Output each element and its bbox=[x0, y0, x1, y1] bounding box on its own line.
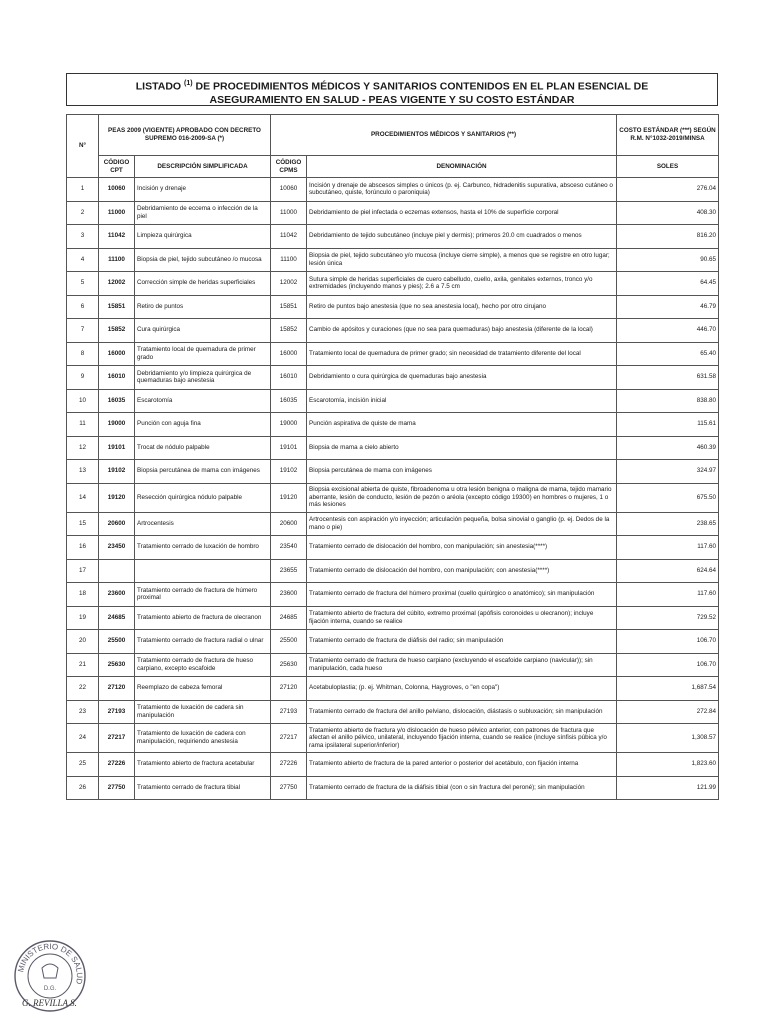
row-number: 9 bbox=[67, 366, 99, 390]
table-row bbox=[67, 366, 719, 390]
row-number: 13 bbox=[67, 460, 99, 484]
header-cpms: CÓDIGO CPMS bbox=[271, 156, 307, 178]
cpms-code: 27217 bbox=[271, 724, 307, 753]
simplified-description: Tratamiento cerrado de luxación de hombro bbox=[135, 536, 271, 560]
simplified-description: Biopsia de piel, tejido subcutáneo /o mucosa bbox=[135, 248, 271, 272]
cpms-code: 10060 bbox=[271, 178, 307, 202]
standard-cost: 1,823.60 bbox=[617, 753, 719, 777]
header-denomination: DENOMINACIÓN bbox=[307, 156, 617, 178]
table-row bbox=[67, 342, 719, 366]
cpms-code: 19101 bbox=[271, 436, 307, 460]
denomination: Biopsia excisional abierta de quiste, fibroadenoma u otra lesión benigna o maligna de mama, tejido mamario aberrante, lesión de conducto, lesión de pezón o aréola (excepto código 19300) en hombres o mujeres, 1 o más lesiones bbox=[307, 483, 617, 512]
standard-cost: 90.65 bbox=[617, 248, 719, 272]
denomination: Tratamiento abierto de fractura de la pared anterior o posterior del acetábulo, con fijación interna bbox=[307, 753, 617, 777]
simplified-description: Resección quirúrgica nódulo palpable bbox=[135, 483, 271, 512]
row-number: 17 bbox=[67, 559, 99, 583]
standard-cost: 64.45 bbox=[617, 272, 719, 296]
cpms-code: 25500 bbox=[271, 630, 307, 654]
cpms-code: 20600 bbox=[271, 512, 307, 536]
cpms-code: 27120 bbox=[271, 677, 307, 701]
cpms-code: 11000 bbox=[271, 201, 307, 225]
table-row bbox=[67, 248, 719, 272]
table-row bbox=[67, 389, 719, 413]
denomination: Tratamiento cerrado de fractura de diáfisis del radio; sin manipulación bbox=[307, 630, 617, 654]
cpms-code: 19102 bbox=[271, 460, 307, 484]
simplified-description: Debridamiento y/o limpieza quirúrgica de quemaduras bajo anestesia bbox=[135, 366, 271, 390]
cpms-code: 25630 bbox=[271, 653, 307, 677]
denomination: Biopsia percutánea de mama con imágenes bbox=[307, 460, 617, 484]
standard-cost: 46.79 bbox=[617, 295, 719, 319]
denomination: Artrocentesis con aspiración y/o inyección; articulación pequeña, bolsa sinovial o ganglio (p. ej. Dedos de la mano o pie) bbox=[307, 512, 617, 536]
table-row bbox=[67, 724, 719, 753]
standard-cost: 117.60 bbox=[617, 536, 719, 560]
header-description: DESCRIPCIÓN SIMPLIFICADA bbox=[135, 156, 271, 178]
table-row bbox=[67, 559, 719, 583]
denomination: Debridamiento de tejido subcutáneo (incluye piel y dermis); primeros 20.0 cm cuadrados o menos bbox=[307, 225, 617, 249]
row-number: 23 bbox=[67, 700, 99, 724]
row-number: 12 bbox=[67, 436, 99, 460]
table-body bbox=[67, 178, 719, 800]
table-row bbox=[67, 653, 719, 677]
cpms-code: 16000 bbox=[271, 342, 307, 366]
simplified-description: Escarotomía bbox=[135, 389, 271, 413]
cpt-code: 19120 bbox=[99, 483, 135, 512]
standard-cost: 1,687.54 bbox=[617, 677, 719, 701]
denomination: Debridamiento de piel infectada o eczemas extensos, hasta el 10% de superficie corporal bbox=[307, 201, 617, 225]
simplified-description: Tratamiento local de quemadura de primer grado bbox=[135, 342, 271, 366]
standard-cost: 238.65 bbox=[617, 512, 719, 536]
svg-text:MINISTERIO DE SALUD: MINISTERIO DE SALUD bbox=[16, 941, 85, 985]
row-number: 16 bbox=[67, 536, 99, 560]
table-row bbox=[67, 413, 719, 437]
denomination: Debridamiento o cura quirúrgica de quemaduras bajo anestesia bbox=[307, 366, 617, 390]
denomination: Acetabuloplastia; (p. ej. Whitman, Colonna, Haygroves, o "en copa") bbox=[307, 677, 617, 701]
table-row bbox=[67, 201, 719, 225]
cpt-code: 11100 bbox=[99, 248, 135, 272]
standard-cost: 117.60 bbox=[617, 583, 719, 607]
cpt-code: 16035 bbox=[99, 389, 135, 413]
title-footnote-mark: (1) bbox=[184, 80, 193, 87]
title-prefix: LISTADO bbox=[135, 80, 184, 93]
header-procedures: PROCEDIMIENTOS MÉDICOS Y SANITARIOS (**) bbox=[271, 115, 617, 156]
row-number: 15 bbox=[67, 512, 99, 536]
denomination: Tratamiento cerrado de dislocación del hombro, con manipulación; con anestesia(****) bbox=[307, 559, 617, 583]
row-number: 8 bbox=[67, 342, 99, 366]
standard-cost: 106.70 bbox=[617, 653, 719, 677]
cpms-code: 23600 bbox=[271, 583, 307, 607]
row-number: 6 bbox=[67, 295, 99, 319]
table-row bbox=[67, 776, 719, 800]
standard-cost: 675.50 bbox=[617, 483, 719, 512]
row-number: 25 bbox=[67, 753, 99, 777]
cpt-code: 27226 bbox=[99, 753, 135, 777]
cpt-code: 19000 bbox=[99, 413, 135, 437]
simplified-description: Corrección simple de heridas superficiales bbox=[135, 272, 271, 296]
standard-cost: 408.30 bbox=[617, 201, 719, 225]
row-number: 7 bbox=[67, 319, 99, 343]
denomination: Tratamiento local de quemadura de primer grado; sin necesidad de tratamiento diferente del local bbox=[307, 342, 617, 366]
standard-cost: 838.80 bbox=[617, 389, 719, 413]
simplified-description: Tratamiento cerrado de fractura radial o ulnar bbox=[135, 630, 271, 654]
denomination: Escarotomía, incisión inicial bbox=[307, 389, 617, 413]
table-row bbox=[67, 583, 719, 607]
table-row bbox=[67, 295, 719, 319]
table-row bbox=[67, 630, 719, 654]
standard-cost: 272.84 bbox=[617, 700, 719, 724]
denomination: Tratamiento cerrado de dislocación del hombro, con manipulación; sin anestesia(****) bbox=[307, 536, 617, 560]
denomination: Tratamiento cerrado de fractura de la diáfisis tibial (con o sin fractura del peroné); sin manipulación bbox=[307, 776, 617, 800]
table-row bbox=[67, 483, 719, 512]
cpt-code: 25500 bbox=[99, 630, 135, 654]
denomination: Sutura simple de heridas superficiales de cuero cabelludo, cuello, axila, genitales externos, tronco y/o extremidades (incluyendo manos y pies); 2.6 a 7.5 cm bbox=[307, 272, 617, 296]
standard-cost: 816.20 bbox=[617, 225, 719, 249]
cpms-code: 27226 bbox=[271, 753, 307, 777]
row-number: 3 bbox=[67, 225, 99, 249]
denomination: Tratamiento cerrado de fractura del anillo pelviano, dislocación, diástasis o subluxación; sin manipulación bbox=[307, 700, 617, 724]
row-number: 18 bbox=[67, 583, 99, 607]
table-row bbox=[67, 272, 719, 296]
svg-text:D.G.: D.G. bbox=[43, 986, 57, 992]
row-number: 19 bbox=[67, 606, 99, 630]
cpt-code: 10060 bbox=[99, 178, 135, 202]
cpms-code: 27750 bbox=[271, 776, 307, 800]
simplified-description: Tratamiento de luxación de cadera con manipulación, requiriendo anestesia bbox=[135, 724, 271, 753]
cpms-code: 24685 bbox=[271, 606, 307, 630]
denomination: Incisión y drenaje de abscesos simples o únicos (p. ej. Carbunco, hidradenitis supurativa, absceso cutáneo o subcutáneo, quiste, forúnculo o paroniquia) bbox=[307, 178, 617, 202]
simplified-description: Retiro de puntos bbox=[135, 295, 271, 319]
row-number: 22 bbox=[67, 677, 99, 701]
cpms-code: 15852 bbox=[271, 319, 307, 343]
cpt-code: 19102 bbox=[99, 460, 135, 484]
denomination: Tratamiento abierto de fractura y/o dislocación de hueso pélvico anterior, con patrones de fractura que afectan el anillo pélvico, unilateral, incluyendo fijación interna, cuando se realice (incluye sínfisis púbica y/o rama ipsilateral superior/inferior) bbox=[307, 724, 617, 753]
denomination: Tratamiento abierto de fractura del cúbito, extremo proximal (apófisis coronoides u olecranon); incluye fijación interna, cuando se realice bbox=[307, 606, 617, 630]
simplified-description: Trocat de nódulo palpable bbox=[135, 436, 271, 460]
row-number: 21 bbox=[67, 653, 99, 677]
simplified-description: Tratamiento cerrado de fractura tibial bbox=[135, 776, 271, 800]
procedures-table bbox=[66, 114, 719, 800]
cpms-code: 23540 bbox=[271, 536, 307, 560]
row-number: 5 bbox=[67, 272, 99, 296]
cpt-code: 19101 bbox=[99, 436, 135, 460]
standard-cost: 460.39 bbox=[617, 436, 719, 460]
denomination: Tratamiento cerrado de fractura de hueso carpiano (excluyendo el escafoide carpiano (navicular)); sin manipulación, cada hueso bbox=[307, 653, 617, 677]
row-number: 10 bbox=[67, 389, 99, 413]
row-number: 26 bbox=[67, 776, 99, 800]
denomination: Biopsia de piel, tejido subcutáneo y/o mucosa (incluye cierre simple), a menos que se registre en otro lugar; lesión única bbox=[307, 248, 617, 272]
simplified-description: Biopsia percutánea de mama con imágenes bbox=[135, 460, 271, 484]
standard-cost: 446.70 bbox=[617, 319, 719, 343]
cpt-code: 27217 bbox=[99, 724, 135, 753]
simplified-description: Punción con aguja fina bbox=[135, 413, 271, 437]
standard-cost: 106.70 bbox=[617, 630, 719, 654]
cpms-code: 12002 bbox=[271, 272, 307, 296]
standard-cost: 729.52 bbox=[617, 606, 719, 630]
cpms-code: 11042 bbox=[271, 225, 307, 249]
simplified-description: Debridamiento de eccema o infección de la piel bbox=[135, 201, 271, 225]
cpms-code: 23655 bbox=[271, 559, 307, 583]
table-row bbox=[67, 319, 719, 343]
cpt-code: 15852 bbox=[99, 319, 135, 343]
standard-cost: 121.99 bbox=[617, 776, 719, 800]
simplified-description: Tratamiento abierto de fractura acetabular bbox=[135, 753, 271, 777]
simplified-description: Tratamiento abierto de fractura de olecranon bbox=[135, 606, 271, 630]
cpt-code: 27120 bbox=[99, 677, 135, 701]
denomination: Retiro de puntos bajo anestesia (que no sea anestesia local), hecho por otro cirujano bbox=[307, 295, 617, 319]
row-number: 11 bbox=[67, 413, 99, 437]
denomination: Punción aspirativa de quiste de mama bbox=[307, 413, 617, 437]
table-row bbox=[67, 460, 719, 484]
cpt-code: 24685 bbox=[99, 606, 135, 630]
denomination: Biopsia de mama a cielo abierto bbox=[307, 436, 617, 460]
simplified-description: Incisión y drenaje bbox=[135, 178, 271, 202]
simplified-description: Cura quirúrgica bbox=[135, 319, 271, 343]
row-number: 4 bbox=[67, 248, 99, 272]
simplified-description bbox=[135, 559, 271, 583]
cpt-code: 20600 bbox=[99, 512, 135, 536]
cpt-code: 23600 bbox=[99, 583, 135, 607]
table-row bbox=[67, 677, 719, 701]
row-number: 14 bbox=[67, 483, 99, 512]
standard-cost: 631.58 bbox=[617, 366, 719, 390]
cpt-code: 16010 bbox=[99, 366, 135, 390]
table-row bbox=[67, 512, 719, 536]
simplified-description: Tratamiento cerrado de fractura de hueso carpiano, excepto escafoide bbox=[135, 653, 271, 677]
simplified-description: Tratamiento de luxación de cadera sin manipulación bbox=[135, 700, 271, 724]
header-cpt: CÓDIGO CPT bbox=[99, 156, 135, 178]
simplified-description: Reemplazo de cabeza femoral bbox=[135, 677, 271, 701]
standard-cost: 65.40 bbox=[617, 342, 719, 366]
cpt-code: 16000 bbox=[99, 342, 135, 366]
header-cost: COSTO ESTÁNDAR (***) SEGÚN R.M. N°1032-2019/MINSA bbox=[617, 115, 719, 156]
cpt-code: 11000 bbox=[99, 201, 135, 225]
table-row bbox=[67, 178, 719, 202]
cpms-code: 15851 bbox=[271, 295, 307, 319]
standard-cost: 276.04 bbox=[617, 178, 719, 202]
table-row bbox=[67, 536, 719, 560]
table-row bbox=[67, 436, 719, 460]
title-suffix: DE PROCEDIMIENTOS MÉDICOS Y SANITARIOS CONTENIDOS EN EL PLAN ESENCIAL DE bbox=[192, 80, 649, 93]
cpms-code: 11100 bbox=[271, 248, 307, 272]
cpms-code: 19120 bbox=[271, 483, 307, 512]
title-line-1 bbox=[67, 77, 717, 94]
signature: G. REVILLA S. bbox=[22, 998, 77, 1008]
cpms-code: 19000 bbox=[271, 413, 307, 437]
cpms-code: 16010 bbox=[271, 366, 307, 390]
denomination: Cambio de apósitos y curaciones (que no sea para quemaduras) bajo anestesia (diferente de la local) bbox=[307, 319, 617, 343]
row-number: 2 bbox=[67, 201, 99, 225]
header-number: N° bbox=[67, 115, 99, 178]
title-line-2: ASEGURAMIENTO EN SALUD - PEAS VIGENTE Y SU COSTO ESTÁNDAR bbox=[209, 93, 575, 106]
table-row bbox=[67, 606, 719, 630]
simplified-description: Limpieza quirúrgica bbox=[135, 225, 271, 249]
standard-cost: 624.64 bbox=[617, 559, 719, 583]
standard-cost: 324.97 bbox=[617, 460, 719, 484]
cpt-code: 15851 bbox=[99, 295, 135, 319]
standard-cost: 115.61 bbox=[617, 413, 719, 437]
header-peas: PEAS 2009 (VIGENTE) APROBADO CON DECRETO SUPREMO 016-2009-SA (*) bbox=[99, 115, 271, 156]
document-title bbox=[66, 73, 718, 106]
cpt-code: 12002 bbox=[99, 272, 135, 296]
cpms-code: 16035 bbox=[271, 389, 307, 413]
header-soles: SOLES bbox=[617, 156, 719, 178]
cpt-code: 27750 bbox=[99, 776, 135, 800]
simplified-description: Artrocentesis bbox=[135, 512, 271, 536]
row-number: 20 bbox=[67, 630, 99, 654]
row-number: 1 bbox=[67, 178, 99, 202]
row-number: 24 bbox=[67, 724, 99, 753]
cpt-code: 27193 bbox=[99, 700, 135, 724]
denomination: Tratamiento cerrado de fractura del húmero proximal (cuello quirúrgico o anatómico); sin manipulación bbox=[307, 583, 617, 607]
table-row bbox=[67, 700, 719, 724]
table-row bbox=[67, 225, 719, 249]
cpt-code: 25630 bbox=[99, 653, 135, 677]
cpt-code: 11042 bbox=[99, 225, 135, 249]
cpt-code bbox=[99, 559, 135, 583]
cpt-code: 23450 bbox=[99, 536, 135, 560]
cpms-code: 27193 bbox=[271, 700, 307, 724]
table-row bbox=[67, 753, 719, 777]
standard-cost: 1,308.57 bbox=[617, 724, 719, 753]
simplified-description: Tratamiento cerrado de fractura de húmero proximal bbox=[135, 583, 271, 607]
